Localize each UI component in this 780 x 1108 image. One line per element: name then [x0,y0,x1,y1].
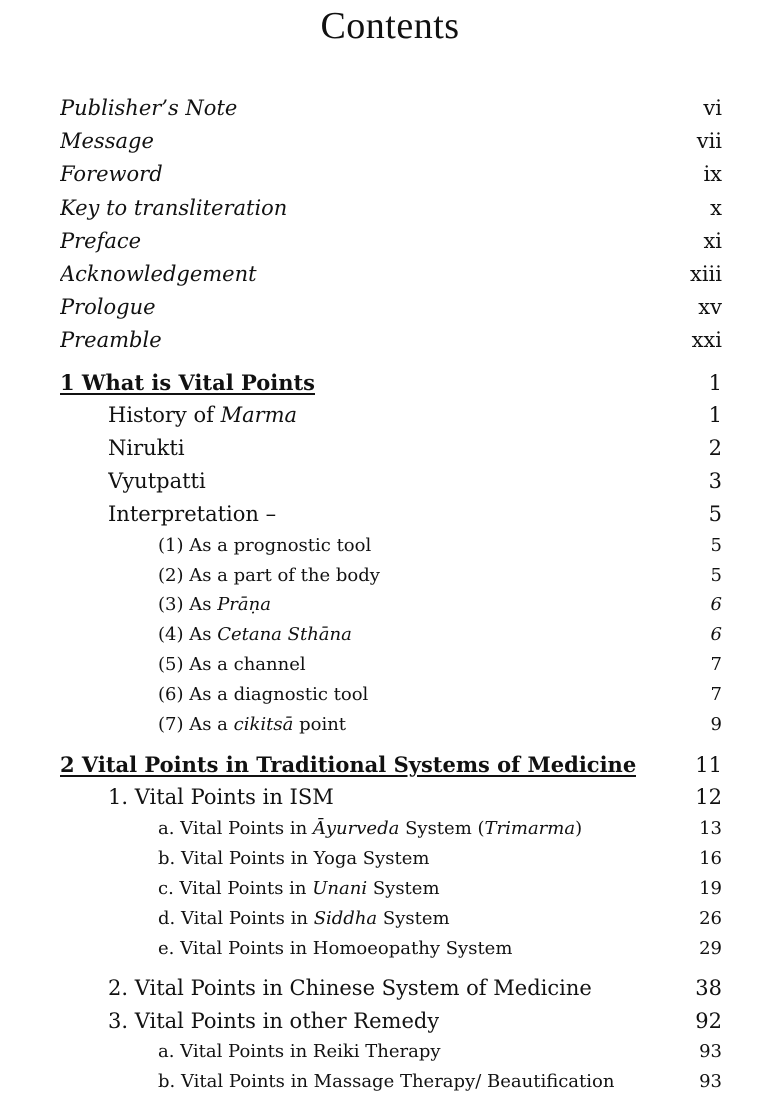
toc-entry-page: 9 [710,714,722,735]
chapter-page: 1 [708,371,722,395]
text: (3) As [158,594,218,615]
toc-entry-page: xiii [690,262,722,286]
toc-entry[interactable] [60,162,722,186]
toc-subentry[interactable] [158,1071,722,1092]
chapter-title: 1 What is Vital Points [60,370,316,395]
toc-entry-label: Preface [60,229,142,253]
toc-entry-page: x [710,196,722,220]
toc-entry[interactable] [60,129,722,153]
italic-term: Āyurveda [312,818,400,839]
italic-term: Prāṇa [217,594,271,615]
toc-entry[interactable] [108,436,722,460]
toc-entry-label: Foreword [60,162,163,186]
toc-entry-label [158,624,352,645]
toc-subentry[interactable] [158,654,722,675]
toc-entry[interactable] [108,403,722,427]
text: (4) As [158,624,218,645]
text: History of [108,403,221,427]
toc-entry-page: 26 [699,908,722,929]
toc-entry-label [158,908,450,929]
toc-subentry[interactable] [158,878,722,899]
toc-entry-page: ix [703,162,722,186]
toc-subentry[interactable] [158,848,722,869]
italic-term: Trimarma [484,818,576,839]
toc-entry-page: 5 [710,565,722,586]
toc-subentry[interactable] [158,1041,722,1062]
toc-entry-page: 19 [699,878,722,899]
chapter-title: 2 Vital Points in Traditional Systems of Medicine [60,752,637,777]
toc-entry-label: (1) As a prognostic tool [158,535,372,556]
toc-entry-label: 3. Vital Points in other Remedy [108,1009,440,1033]
text: System ( [399,818,485,839]
toc-entry-page: 13 [699,818,722,839]
toc-entry[interactable] [108,469,722,493]
toc-entry[interactable] [60,262,722,286]
toc-entry-label [158,878,440,899]
toc-entry-label: Nirukti [108,436,185,460]
toc-subentry[interactable] [158,624,722,645]
toc-entry-page: 7 [710,654,722,675]
toc-entry-label: a. Vital Points in Reiki Therapy [158,1041,441,1062]
toc-entry-label: Publisher’s Note [60,96,238,120]
toc-entry-page: 7 [710,684,722,705]
toc-entry-page: 93 [699,1071,722,1092]
text: d. Vital Points in [158,908,314,929]
chapter-page: 11 [695,753,722,777]
toc-entry-page: vi [703,96,722,120]
text: ) [575,818,583,839]
toc-subentry[interactable] [158,535,722,556]
page-title: Contents [320,5,460,47]
toc-entry-page: vii [696,129,722,153]
toc-entry[interactable] [60,196,722,220]
italic-term: Unani [312,878,368,899]
toc-entry-label: Prologue [60,295,156,319]
toc-entry-page: xv [698,295,722,319]
toc-entry[interactable] [60,295,722,319]
toc-entry-label: b. Vital Points in Massage Therapy/ Beautification [158,1071,615,1092]
toc-subentry[interactable] [158,714,722,735]
text: a. Vital Points in [158,818,313,839]
toc-entry-label: Vyutpatti [108,469,206,493]
chapter-heading[interactable] [60,370,722,395]
toc-entry-label: 2. Vital Points in Chinese System of Medicine [108,976,592,1000]
toc-entry-page: 1 [708,403,722,427]
toc-subentry[interactable] [158,565,722,586]
italic-term: Marma [220,403,298,427]
toc-entry[interactable] [108,1009,722,1033]
toc-entry-label [158,594,271,615]
text: System [367,878,440,899]
toc-entry-page: 38 [695,976,722,1000]
toc-entry-label: Key to transliteration [60,196,288,220]
toc-entry-page: xxi [691,328,722,352]
toc-entry-label [158,714,346,735]
toc-entry-label: e. Vital Points in Homoeopathy System [158,938,513,959]
toc-entry-label: Acknowledgement [60,262,257,286]
toc-entry-label: Interpretation – [108,502,277,526]
toc-entry[interactable] [60,96,722,120]
toc-entry-label [108,403,297,427]
toc-entry[interactable] [108,785,722,809]
toc-entry-page: 93 [699,1041,722,1062]
toc-entry-page: 16 [699,848,722,869]
toc-entry-label: Message [60,129,154,153]
toc-subentry[interactable] [158,938,722,959]
italic-term: Cetana Sthāna [217,624,352,645]
toc-entry-page: 6 [710,594,722,615]
italic-term: Siddha [313,908,378,929]
toc-entry-label [158,818,582,839]
text: (7) As a [158,714,234,735]
toc-entry-label: b. Vital Points in Yoga System [158,848,430,869]
toc-subentry[interactable] [158,594,722,615]
toc-entry-label: (2) As a part of the body [158,565,380,586]
toc-entry[interactable] [108,976,722,1000]
text: c. Vital Points in [158,878,313,899]
toc-entry-label: 1. Vital Points in ISM [108,785,334,809]
toc-subentry[interactable] [158,908,722,929]
toc-entry-page: 3 [708,469,722,493]
text: point [293,714,347,735]
toc-entry[interactable] [108,502,722,526]
toc-entry-label: (5) As a channel [158,654,306,675]
toc-subentry[interactable] [158,684,722,705]
toc-entry-page: 5 [710,535,722,556]
toc-entry-page: 5 [708,502,722,526]
toc-entry-page: 6 [710,624,722,645]
toc-entry-label: (6) As a diagnostic tool [158,684,369,705]
toc-entry-page: xi [703,229,722,253]
italic-term: cikitsā [233,714,294,735]
toc-entry[interactable] [60,328,722,352]
toc-entry-page: 12 [695,785,722,809]
toc-subentry[interactable] [158,818,722,839]
toc-entry-page: 29 [699,938,722,959]
chapter-heading[interactable] [60,752,722,777]
toc-entry-page: 92 [695,1009,722,1033]
toc-entry-page: 2 [708,436,722,460]
toc-entry-label: Preamble [60,328,162,352]
text: System [377,908,450,929]
toc-entry[interactable] [60,229,722,253]
